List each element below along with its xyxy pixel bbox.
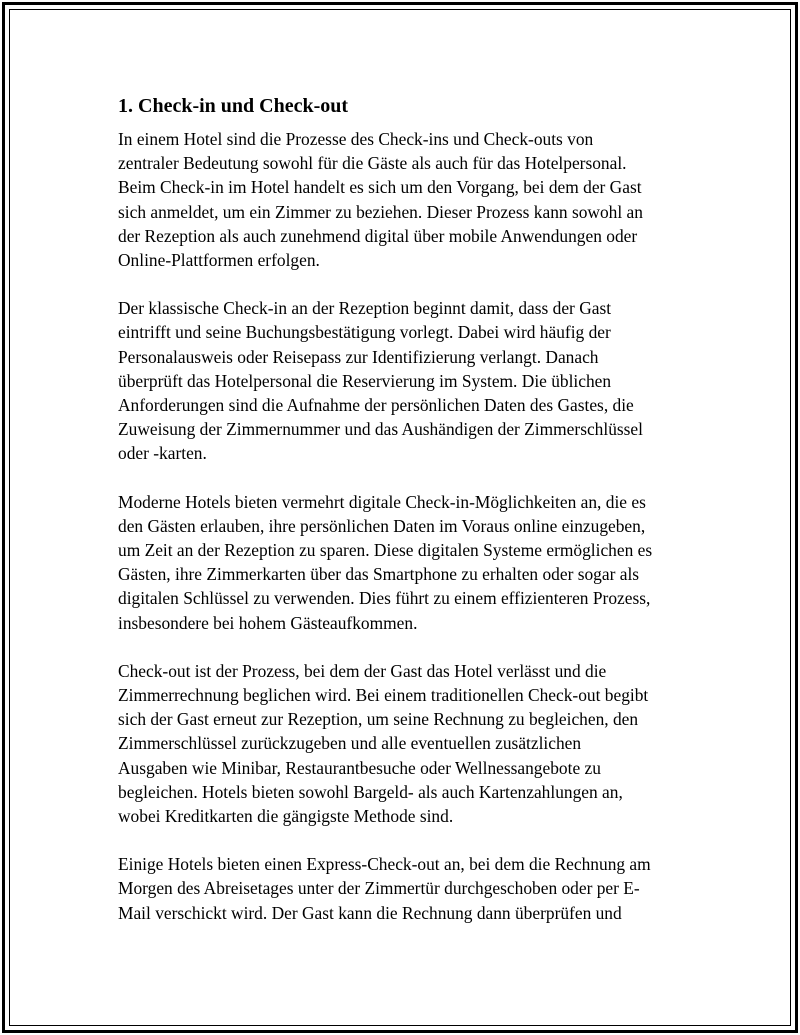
text-line: Der klassische Check-in an der Rezeption beginnt damit, dass der Gast	[118, 298, 612, 319]
text-line: zentraler Bedeutung sowohl für die Gäste als auch für das Hotelpersonal.	[118, 153, 627, 174]
text-line: Morgen des Abreisetages unter der Zimmertür durchgeschoben oder per E-	[118, 878, 640, 899]
text-line: Gästen, ihre Zimmerkarten über das Smartphone zu erhalten oder sogar als	[118, 564, 640, 585]
paragraph-intro	[118, 127, 690, 272]
text-line: Anforderungen sind die Aufnahme der persönlichen Daten des Gastes, die	[118, 395, 634, 416]
text-line: insbesondere bei hohem Gästeaufkommen.	[118, 612, 418, 633]
text-line: Mail verschickt wird. Der Gast kann die Rechnung dann überprüfen und	[118, 902, 622, 923]
text-line: der Rezeption als auch zunehmend digital über mobile Anwendungen oder	[118, 225, 638, 246]
text-line: Personalausweis oder Reisepass zur Identifizierung verlangt. Danach	[118, 346, 599, 367]
text-line: Zimmerrechnung beglichen wird. Bei einem traditionellen Check-out begibt	[118, 685, 649, 706]
text-line: eintrifft und seine Buchungsbestätigung vorlegt. Dabei wird häufig der	[118, 322, 611, 343]
text-line: den Gästen erlauben, ihre persönlichen Daten im Voraus online einzugeben,	[118, 515, 646, 536]
text-line: um Zeit an der Rezeption zu sparen. Diese digitalen Systeme ermöglichen es	[118, 540, 653, 561]
text-line: überprüft das Hotelpersonal die Reservierung im System. Die üblichen	[118, 370, 612, 391]
text-line: Moderne Hotels bieten vermehrt digitale Check-in-Möglichkeiten an, die es	[118, 491, 646, 512]
section-heading: 1. Check-in und Check-out	[118, 95, 349, 117]
text-line: digitalen Schlüssel zu verwenden. Dies führt zu einem effizienteren Prozess,	[118, 588, 651, 609]
paragraph-checkout	[118, 659, 690, 828]
text-line: In einem Hotel sind die Prozesse des Check-ins und Check-outs von	[118, 129, 594, 149]
text-line: Einige Hotels bieten einen Express-Check-out an, bei dem die Rechnung am	[118, 854, 651, 875]
text-line: begleichen. Hotels bieten sowohl Bargeld- als auch Kartenzahlungen an,	[118, 781, 623, 802]
text-line: Beim Check-in im Hotel handelt es sich um den Vorgang, bei dem der Gast	[118, 177, 642, 198]
text-line: oder -karten.	[118, 443, 207, 464]
paragraph-express-checkout	[118, 852, 690, 925]
text-line: sich anmeldet, um ein Zimmer zu beziehen. Dieser Prozess kann sowohl an	[118, 201, 643, 222]
text-line: Zuweisung der Zimmernummer und das Aushändigen der Zimmerschlüssel	[118, 419, 643, 440]
text-line: wobei Kreditkarten die gängigste Methode sind.	[118, 806, 454, 827]
text-line: Check-out ist der Prozess, bei dem der Gast das Hotel verlässt und die	[118, 660, 607, 681]
text-line: sich der Gast erneut zur Rezeption, um seine Rechnung zu begleichen, den	[118, 709, 639, 730]
text-line: Online-Plattformen erfolgen.	[118, 250, 320, 271]
document-body	[118, 92, 690, 949]
text-line: Zimmerschlüssel zurückzugeben und alle eventuellen zusätzlichen	[118, 733, 582, 754]
paragraph-digital-checkin	[118, 490, 690, 635]
text-line: Ausgaben wie Minibar, Restaurantbesuche oder Wellnessangebote zu	[118, 757, 601, 778]
paragraph-classic-checkin	[118, 296, 690, 465]
